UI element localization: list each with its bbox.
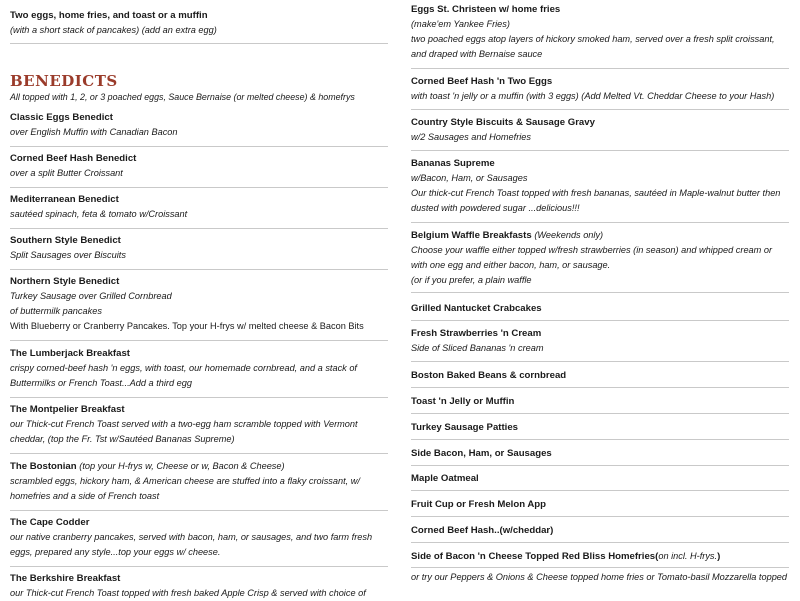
menu-item-homefries-options — [411, 570, 791, 585]
menu-item-side-bacon — [411, 446, 791, 461]
divider — [10, 397, 388, 398]
divider — [411, 465, 789, 466]
divider — [10, 187, 388, 188]
menu-item-continued-fragment — [10, 304, 390, 334]
menu-item-berkshire-breakfast — [10, 571, 390, 601]
menu-item-homefries — [411, 549, 791, 564]
menu-item-title: The Lumberjack Breakfast — [10, 348, 130, 359]
menu-item-title-note: (Weekends only) — [534, 230, 604, 240]
menu-item-title: Corned Beef Hash Benedict — [10, 153, 137, 164]
menu-item-belgium-waffle — [411, 228, 791, 288]
section-title: BENEDICTS — [10, 72, 118, 90]
divider — [10, 228, 388, 229]
menu-item-baked-beans — [411, 368, 791, 383]
menu-item-description: over a split Butter Croissant — [10, 168, 123, 178]
divider — [411, 320, 789, 321]
menu-item-description: our Thick-cut French Toast topped with fresh baked Apple Crisp & served with choice of — [10, 588, 366, 598]
menu-item-description: Split Sausages over Biscuits — [10, 250, 126, 260]
menu-item-description: sautéed spinach, feta & tomato w/Croissant — [10, 209, 188, 219]
divider — [411, 68, 789, 69]
menu-item-description: (with a short stack of pancakes) (add an extra egg) — [10, 25, 217, 35]
menu-item-description: our native cranberry pancakes, served with bacon, ham, or sausages, and two farm fresh eggs, prepared any style...top your eggs w/ cheese. — [10, 532, 373, 557]
divider — [10, 566, 388, 567]
divider — [411, 413, 789, 414]
menu-item-description: scrambled eggs, hickory ham, & American cheese are stuffed into a flaky croissant, w/ homefries and a side of French toast — [10, 476, 360, 501]
menu-item-title: The Montpelier Breakfast — [10, 404, 125, 415]
menu-item-title: The Berkshire Breakfast — [10, 573, 121, 584]
menu-item-bostonian — [10, 459, 390, 504]
menu-item-description: over English Muffin with Canadian Bacon — [10, 127, 178, 137]
menu-item-corned-beef-hash-two-eggs — [411, 74, 791, 104]
menu-item-title: Boston Baked Beans & cornbread — [411, 370, 567, 381]
menu-item-title: Country Style Biscuits & Sausage Gravy — [411, 117, 595, 128]
menu-item-title: Northern Style Benedict — [10, 276, 120, 287]
menu-item-eggs-st-christeen — [411, 2, 791, 62]
menu-item-biscuits-sausage-gravy — [411, 115, 791, 145]
menu-item-nantucket-crabcakes — [411, 301, 791, 316]
menu-item-title: Side of Bacon 'n Cheese Topped Red Bliss Homefries(on incl. H-frys.) — [411, 551, 721, 562]
divider — [10, 510, 388, 511]
menu-item-description: or try our Peppers & Onions & Cheese topped home fries or Tomato-basil Mozzarella topped — [411, 572, 788, 582]
menu-item-northern-style-benedict — [10, 274, 390, 301]
divider — [411, 542, 789, 543]
benedicts-section-header — [10, 72, 390, 105]
divider — [411, 439, 789, 440]
menu-item-corned-beef-hash-cheddar — [411, 523, 791, 538]
menu-item-description: crispy corned-beef hash 'n eggs, with toast, our homemade cornbread, and a stack of Buttermilks or French Toast...Add a third egg — [10, 363, 357, 388]
divider — [411, 516, 789, 517]
menu-item-title: Belgium Waffle Breakfasts (Weekends only) — [411, 230, 604, 241]
menu-item-classic-eggs-benedict — [10, 110, 390, 140]
menu-item-title: Fresh Strawberries 'n Cream — [411, 328, 542, 339]
menu-item-turkey-sausage — [411, 420, 791, 435]
menu-item-title: Eggs St. Christeen w/ home fries — [411, 4, 561, 15]
menu-item-title: Classic Eggs Benedict — [10, 112, 113, 123]
menu-item-description: of buttermilk pancakes With Blueberry or Cranberry Pancakes. Top your H-frys w/ melted cheese & Bacon Bits — [10, 306, 364, 331]
menu-item-title: Two eggs, home fries, and toast or a muffin — [10, 10, 208, 21]
divider — [411, 567, 789, 568]
menu-item-description: Side of Sliced Bananas 'n cream — [411, 343, 544, 353]
menu-item-lumberjack-breakfast — [10, 346, 390, 391]
divider — [10, 43, 388, 44]
menu-item-title: Corned Beef Hash..(w/cheddar) — [411, 525, 554, 536]
menu-item-fruit-cup — [411, 497, 791, 512]
menu-item-toast-jelly — [411, 394, 791, 409]
menu-item-description: w/2 Sausages and Homefries — [411, 132, 532, 142]
menu-item-title: Turkey Sausage Patties — [411, 422, 519, 433]
menu-item-cape-codder — [10, 515, 390, 560]
menu-item-title: Maple Oatmeal — [411, 473, 479, 484]
menu-item-title: Fruit Cup or Fresh Melon App — [411, 499, 547, 510]
menu-item-title: Southern Style Benedict — [10, 235, 121, 246]
menu-item-montpelier-breakfast — [10, 402, 390, 447]
menu-item-title: The Bostonian (top your H-frys w, Cheese or w, Bacon & Cheese) — [10, 461, 285, 472]
menu-item-description: with toast 'n jelly or a muffin (with 3 eggs) (Add Melted Vt. Cheddar Cheese to your Hash) — [411, 91, 775, 101]
menu-item-title: Toast 'n Jelly or Muffin — [411, 396, 515, 407]
divider — [10, 340, 388, 341]
divider — [411, 490, 789, 491]
menu-item-description: Turkey Sausage over Grilled Cornbread — [10, 291, 172, 301]
divider — [411, 361, 789, 362]
menu-item-description: Choose your waffle either topped w/fresh strawberries (in season) and whipped cream or with one egg and either bacon, ham, or sausage. (or if you prefer, a plain waffle — [411, 245, 773, 285]
divider — [411, 222, 789, 223]
menu-item-corned-beef-hash-benedict — [10, 151, 390, 181]
menu-item-bananas-supreme — [411, 156, 791, 216]
menu-item-title-note: (top your H-frys w, Cheese or w, Bacon & Cheese) — [79, 461, 285, 471]
menu-item-southern-style-benedict — [10, 233, 390, 263]
divider — [411, 109, 789, 110]
menu-item-description: (make'em Yankee Fries) two poached eggs atop layers of hickory smoked ham, served over a fresh split croissant, and draped with Bernaise sauce — [411, 19, 775, 59]
menu-item-title: Corned Beef Hash 'n Two Eggs — [411, 76, 553, 87]
section-subtitle: All topped with 1, 2, or 3 poached eggs, Sauce Bernaise (or melted cheese) & homefrys — [10, 92, 355, 102]
menu-item-title: Grilled Nantucket Crabcakes — [411, 303, 542, 314]
menu-item-title: Side Bacon, Ham, or Sausages — [411, 448, 552, 459]
divider — [10, 269, 388, 270]
menu-item-description: our Thick-cut French Toast served with a two-egg ham scramble topped with Vermont cheddar, (top the Fr. Tst w/Sautéed Bananas Supreme) — [10, 419, 358, 444]
divider — [411, 292, 789, 293]
menu-item-strawberries-cream — [411, 326, 791, 356]
menu-item-title: The Cape Codder — [10, 517, 90, 528]
menu-item-title: Bananas Supreme — [411, 158, 495, 169]
divider — [10, 146, 388, 147]
divider — [10, 453, 388, 454]
menu-item-maple-oatmeal — [411, 471, 791, 486]
menu-item-title: Mediterranean Benedict — [10, 194, 119, 205]
divider — [411, 387, 789, 388]
menu-item-mediterranean-benedict — [10, 192, 390, 222]
divider — [411, 150, 789, 151]
menu-item-description: w/Bacon, Ham, or Sausages Our thick-cut French Toast topped with fresh bananas, sautéed in Maple-walnut butter then dusted with powdered sugar ...delicious!!! — [411, 173, 781, 213]
menu-item-two-eggs — [10, 8, 390, 38]
